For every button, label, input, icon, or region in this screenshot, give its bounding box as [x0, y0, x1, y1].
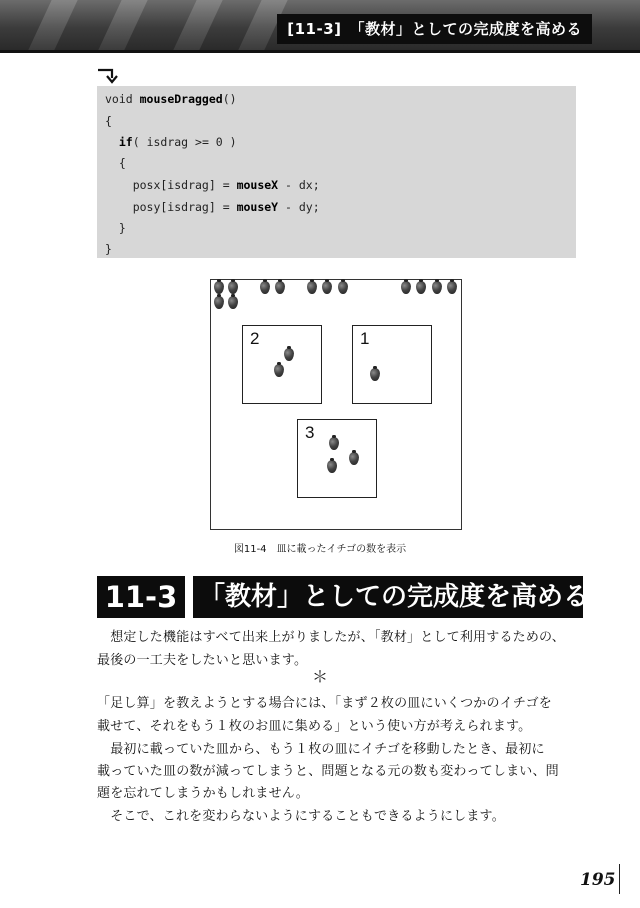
strawberry[interactable]	[327, 460, 337, 473]
body-text-line: 最後の一工夫をしたいと思います。	[97, 653, 308, 668]
strawberry[interactable]	[329, 437, 339, 450]
chapter-header-title: [11-3] 「教材」としての完成度を高める	[277, 14, 592, 44]
code-listing	[97, 86, 576, 258]
dish-1[interactable]	[352, 325, 432, 404]
dish-count-label: 2	[250, 329, 260, 348]
code-line	[105, 221, 126, 235]
strawberry	[228, 296, 238, 309]
strawberry	[401, 281, 411, 294]
code-line	[105, 114, 112, 128]
code-text: ()	[222, 92, 237, 106]
strawberry[interactable]	[370, 368, 380, 381]
code-line	[105, 92, 237, 106]
code-keyword: if	[118, 135, 133, 149]
header-decoration	[173, 0, 222, 50]
code-line	[105, 156, 126, 170]
strawberry	[432, 281, 442, 294]
code-keyword: mouseY	[236, 200, 279, 214]
code-text: - dx;	[278, 178, 320, 192]
code-text: {	[105, 156, 126, 170]
body-text-line: 最初に載っていた皿から、もう１枚の皿にイチゴを移動したとき、最初に	[97, 742, 545, 757]
code-text: {	[105, 114, 112, 128]
figure-caption: 図11-4 皿に載ったイチゴの数を表示	[233, 544, 407, 555]
strawberry	[416, 281, 426, 294]
code-line	[105, 200, 320, 214]
body-text-line: そこで、これを変わらないようにすることもできるようにします。	[97, 809, 505, 824]
strawberry	[260, 281, 270, 294]
dish-3[interactable]	[297, 419, 377, 498]
dish-2[interactable]	[242, 325, 322, 404]
body-text-line: 想定した機能はすべて出来上がりましたが、「教材」として利用するための、	[97, 630, 565, 645]
section-number: 11-3	[97, 576, 185, 618]
strawberry	[447, 281, 457, 294]
chapter-header-band	[0, 0, 640, 50]
separator-asterisk: ＊	[311, 667, 328, 686]
strawberry	[214, 296, 224, 309]
header-rule	[0, 50, 640, 53]
page-number: 195	[580, 870, 616, 890]
dish-count-label: 1	[360, 329, 370, 348]
strawberry	[275, 281, 285, 294]
dish-count-label: 3	[305, 423, 315, 442]
code-text: posy[isdrag] =	[105, 200, 237, 214]
header-decoration	[98, 0, 147, 50]
code-text: posx[isdrag] =	[105, 178, 237, 192]
code-text: - dy;	[278, 200, 320, 214]
code-line	[105, 242, 112, 256]
body-text-line: 載っていた皿の数が減ってしまうと、問題となる元の数も変わってしまい、問	[97, 764, 559, 779]
header-decoration	[28, 0, 77, 50]
continuation-arrow-icon	[96, 67, 118, 85]
section-title: 「教材」としての完成度を高める	[193, 576, 583, 618]
code-text: }	[105, 221, 126, 235]
code-text: ( isdrag >= 0 )	[132, 135, 237, 149]
code-line	[105, 178, 320, 192]
code-line	[105, 135, 237, 149]
strawberry[interactable]	[274, 364, 284, 377]
body-text-line: 題を忘れてしまうかもしれません。	[97, 786, 309, 801]
body-text-line: 「足し算」を教えようとする場合には、「まず２枚の皿にいくつかのイチゴを	[97, 696, 552, 711]
page-number-rule	[619, 864, 620, 894]
strawberry	[307, 281, 317, 294]
code-keyword: mouseX	[236, 178, 279, 192]
strawberry[interactable]	[284, 348, 294, 361]
strawberry[interactable]	[349, 452, 359, 465]
strawberry	[214, 281, 224, 294]
body-text-line: 載せて、それをもう１枚のお皿に集める」という使い方が考えられます。	[97, 719, 532, 734]
figure-dishes	[210, 279, 462, 530]
code-text: void	[105, 92, 140, 106]
strawberry	[322, 281, 332, 294]
strawberry	[338, 281, 348, 294]
code-text: }	[105, 242, 112, 256]
code-text	[105, 135, 119, 149]
strawberry	[228, 281, 238, 294]
code-keyword: mouseDragged	[139, 92, 223, 106]
